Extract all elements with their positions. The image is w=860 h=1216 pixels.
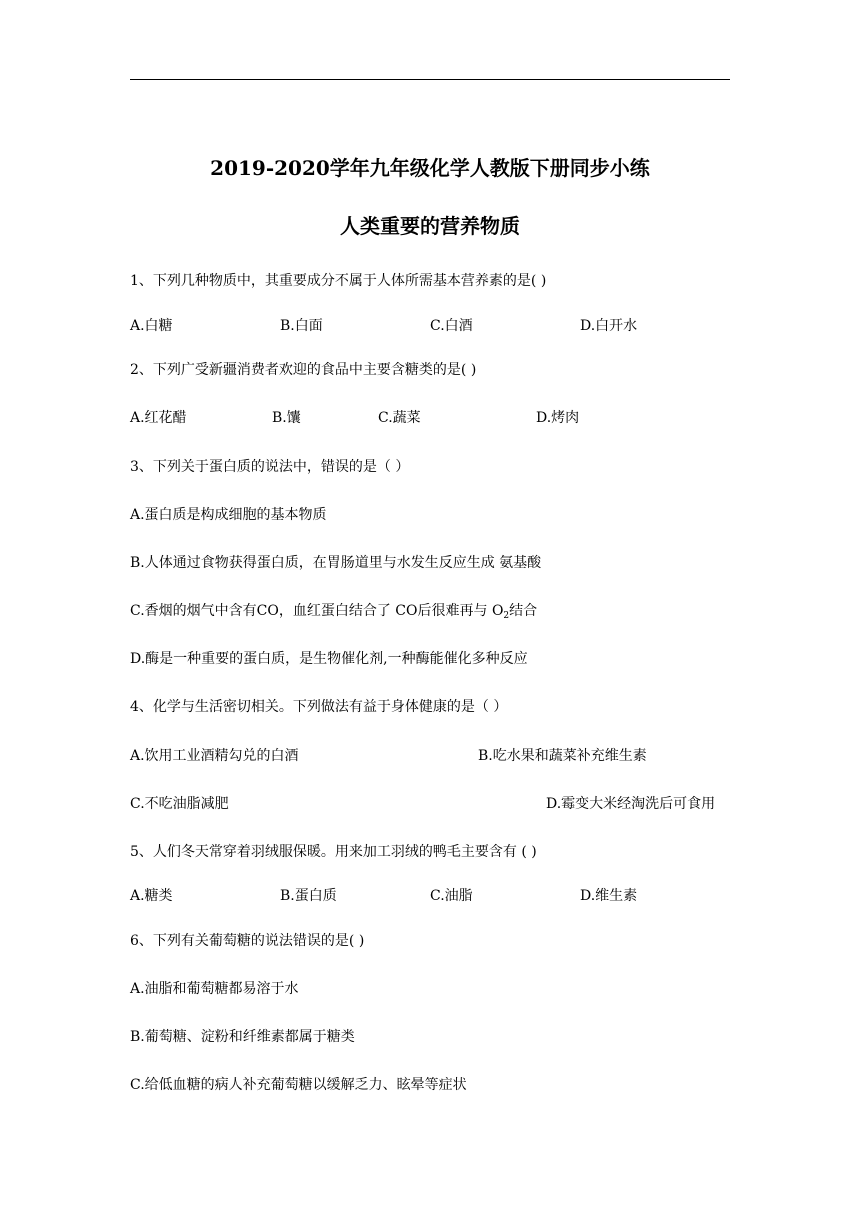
question-1-option-d: D.白开水 xyxy=(580,318,638,334)
question-6-stem: 6、下列有关葡萄糖的说法错误的是( ) xyxy=(130,933,365,949)
question-3-stem: 3、下列关于蛋白质的说法中，错误的是（ ） xyxy=(130,459,410,475)
question-3-option-b: B.人体通过食物获得蛋白质，在胃肠道里与水发生反应生成 氨基酸 xyxy=(130,555,542,571)
question-5-option-d: D.维生素 xyxy=(580,888,638,904)
question-5-option-c: C.油脂 xyxy=(430,888,473,904)
question-2-option-b: B.馕 xyxy=(272,410,301,426)
question-1-option-c: C.白酒 xyxy=(430,318,473,334)
question-2-option-c: C.蔬菜 xyxy=(378,410,421,426)
question-3-option-c-tail: 结合 xyxy=(509,603,538,619)
question-3-option-d: D.酶是一种重要的蛋白质，是生物催化剂,一种酶能催化多种反应 xyxy=(130,651,528,667)
question-4-stem: 4、化学与生活密切相关。下列做法有益于身体健康的是（ ） xyxy=(130,699,508,715)
document-subtitle: 人类重要的营养物质 xyxy=(340,214,520,238)
question-4-option-a: A.饮用工业酒精勾兑的白酒 xyxy=(130,748,299,764)
question-1-option-a: A.白糖 xyxy=(130,318,173,334)
question-2-stem: 2、下列广受新疆消费者欢迎的食品中主要含糖类的是( ) xyxy=(130,362,477,378)
question-4-option-b: B.吃水果和蔬菜补充维生素 xyxy=(478,748,647,764)
question-4-option-c: C.不吃油脂减肥 xyxy=(130,796,229,812)
oxygen-subscript: 2 xyxy=(503,611,510,621)
header-rule xyxy=(130,79,730,80)
question-1-option-b: B.白面 xyxy=(280,318,323,334)
question-6-option-b: B.葡萄糖、淀粉和纤维素都属于糖类 xyxy=(130,1029,355,1045)
question-3-option-c xyxy=(130,602,537,625)
question-6-option-a: A.油脂和葡萄糖都易溶于水 xyxy=(130,981,299,997)
question-5-stem: 5、人们冬天常穿着羽绒服保暖。用来加工羽绒的鸭毛主要含有 ( ) xyxy=(130,844,537,860)
question-1-stem: 1、下列几种物质中，其重要成分不属于人体所需基本营养素的是( ) xyxy=(130,273,547,289)
question-4-option-d: D.霉变大米经淘洗后可食用 xyxy=(546,796,716,812)
question-3-option-c-text: C.香烟的烟气中含有CO，血红蛋白结合了 CO后很难再与 O xyxy=(130,603,504,619)
question-5-option-a: A.糖类 xyxy=(130,888,173,904)
question-6-option-c: C.给低血糖的病人补充葡萄糖以缓解乏力、眩晕等症状 xyxy=(130,1077,467,1093)
question-2-option-a: A.红花醋 xyxy=(130,410,187,426)
question-2-option-d: D.烤肉 xyxy=(536,410,580,426)
question-3-option-a: A.蛋白质是构成细胞的基本物质 xyxy=(130,507,327,523)
document-title: 2019-2020学年九年级化学人教版下册同步小练 xyxy=(210,156,650,180)
question-5-option-b: B.蛋白质 xyxy=(280,888,337,904)
